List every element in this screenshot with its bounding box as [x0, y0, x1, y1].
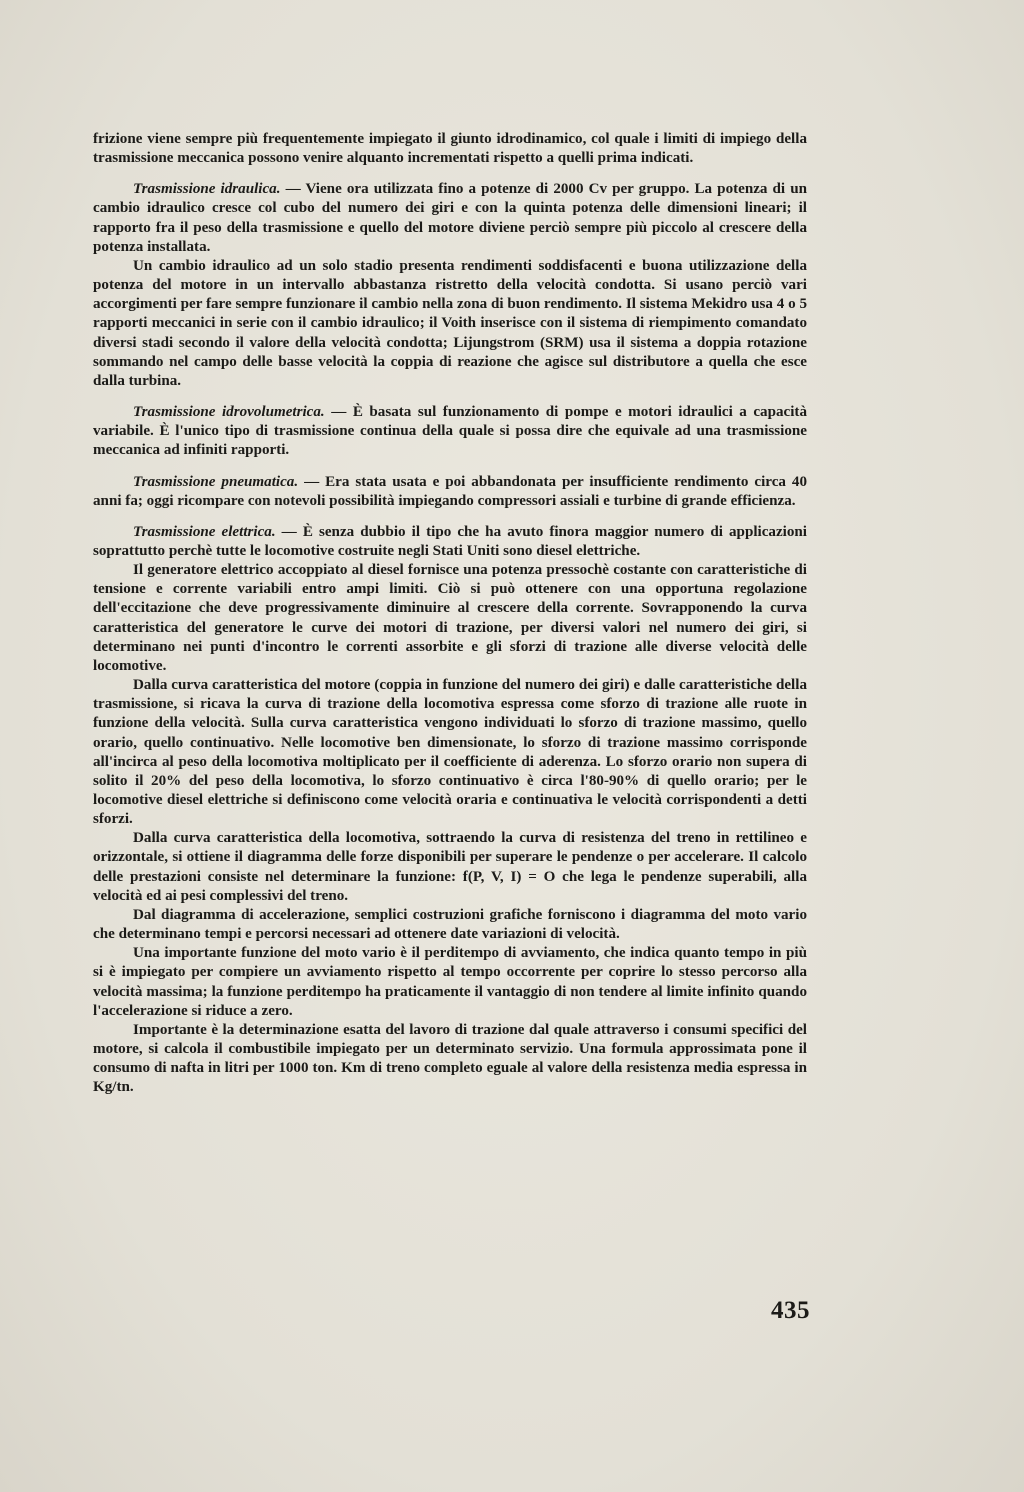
paragraph-acceleration-diagram [93, 906, 807, 944]
section-heading-hydrostatic: Trasmissione idrovolumetrica. [133, 404, 325, 421]
paragraph-fuel-consumption [93, 1021, 807, 1098]
paragraph-text: Dalla curva caratteristica della locomotiva, sottraendo la curva di resistenza del treno in rettilineo e orizzontale, si ottiene il diagramma delle forze disponibili per superare le pendenze o per accelerare. Il calcolo delle prestazioni consiste nel determinare la funzione: f(P, V, I) = O che lega le pendenze superabili, alla velocità ed ai pesi complessivi del treno. [93, 830, 807, 904]
paragraph-available-forces [93, 829, 807, 906]
section-heading-pneumatic: Trasmissione pneumatica. [133, 473, 299, 490]
paragraph-text: frizione viene sempre più frequentemente impiegato il giunto idrodinamico, col quale i limiti di impiego della trasmissione meccanica possono venire alquanto incrementati rispetto a quelli prima indicati. [93, 131, 807, 167]
paragraph-text: — È senza dubbio il tipo che ha avuto finora maggior numero di applicazioni soprattutto perchè tutte le locomotive costruite negli Stati Uniti sono diesel elettriche. [93, 523, 807, 559]
paragraph-electric-transmission [93, 523, 807, 561]
paragraph-text: — È basata sul funzionamento di pompe e motori idraulici a capacità variabile. È l'unico tipo di trasmissione continua della quale si possa dire che equivale ad una trasmissione meccanica ad infiniti rapporti. [93, 404, 807, 459]
paragraph-generator [93, 561, 807, 676]
paragraph-start-delay [93, 944, 807, 1021]
paragraph-text: — Era stata usata e poi abbandonata per insufficiente rendimento circa 40 anni fa; oggi ricompare con notevoli possibilità impiegando compressori assiali e turbine di grande efficienza. [93, 473, 807, 509]
body-text [93, 130, 807, 1098]
paragraph-text: Dal diagramma di accelerazione, semplici costruzioni grafiche forniscono i diagramma del moto vario che determinano tempi e percorsi necessari ad ottenere date variazioni di velocità. [93, 906, 807, 943]
section-heading-hydraulic: Trasmissione idraulica. [133, 181, 281, 198]
section-heading-electric: Trasmissione elettrica. [133, 523, 276, 540]
paragraph-single-stage-converter [93, 257, 807, 391]
paragraph-text: Un cambio idraulico ad un solo stadio presenta rendimenti soddisfacenti e buona utilizzazione della potenza del motore in un intervallo abbastanza ristretto della velocità condotta. Si usano perciò vari accorgimenti per fare sempre funzionare il cambio nella zona di buon rendimento. Il sistema Mekidro usa 4 o 5 rapporti meccanici in serie con il cambio idraulico; il Voith inserisce con il sistema di riempimento comandato diversi stadi secondo il valore della velocità condotta; Lijungstrom (SRM) usa il sistema a doppia rotazione sommando nel campo delle basse velocità la coppia di reazione che agisce sul distributore a quella che esce dalla turbina. [93, 257, 807, 389]
paragraph-friction [93, 130, 807, 168]
page-number: 435 [771, 1297, 810, 1324]
paragraph-traction-curve [93, 676, 807, 829]
paragraph-text: Il generatore elettrico accoppiato al diesel fornisce una potenza pressochè costante con caratteristiche di tensione e corrente variabili entro ampi limiti. Ciò si può ottenere con una opportuna regolazione dell'eccitazione che deve progressivamente diminuire al crescere della corrente. Sovrapponendo la curva caratteristica del generatore le curve dei motori di trazione, per diversi valori nel numero dei giri, si determinano nei punti d'incontro le correnti assorbite e gli sforzi di trazione alle diverse velocità delle locomotive. [93, 562, 807, 674]
paragraph-text: Importante è la determinazione esatta del lavoro di trazione dal quale attraverso i consumi specifici del motore, si calcola il combustibile impiegato per un determinato servizio. Una formula approssimata pone il consumo di nafta in litri per 1000 ton. Km di treno completo eguale al valore della resistenza media espressa in Kg/tn. [93, 1021, 807, 1096]
paragraph-hydraulic-transmission [93, 180, 807, 257]
paragraph-text: Dalla curva caratteristica del motore (coppia in funzione del numero dei giri) e dalle caratteristiche della trasmissione, si ricava la curva di trazione della locomotiva espressa come sforzo di trazione alle ruote in funzione della velocità. Sulla curva caratteristica vengono individuati lo sforzo di trazione massimo, quello orario, quello continuativo. Nelle locomotive ben dimensionate, lo sforzo di trazione massimo corrisponde all'incirca al peso della locomotiva moltiplicato per il coefficiente di aderenza. Lo sforzo orario non supera di solito il 20% del peso della locomotiva, lo sforzo continuativo è circa l'80-90% di quello orario; per le locomotive diesel elettriche si definiscono come velocità oraria e continuativa le velocità corrispondenti a detti sforzi. [93, 677, 807, 828]
paragraph-text: Una importante funzione del moto vario è il perditempo di avviamento, che indica quanto tempo in più si è impiegato per compiere un avviamento rispetto al tempo occorrente per coprire lo stesso percorso alla velocità massima; la funzione perditempo ha praticamente il vantaggio di non tendere al limite infinito quando l'accelerazione si riduce a zero. [93, 945, 807, 1019]
paragraph-text: — Viene ora utilizzata fino a potenze di 2000 Cv per gruppo. La potenza di un cambio idraulico cresce col cubo del numero dei giri e con la quinta potenza delle dimensioni lineari; il rapporto fra il peso della trasmissione e quello del motore diviene perciò sempre più piccolo al crescere della potenza installata. [93, 181, 807, 255]
paragraph-hydrostatic-transmission [93, 403, 807, 460]
paragraph-pneumatic-transmission [93, 473, 807, 511]
